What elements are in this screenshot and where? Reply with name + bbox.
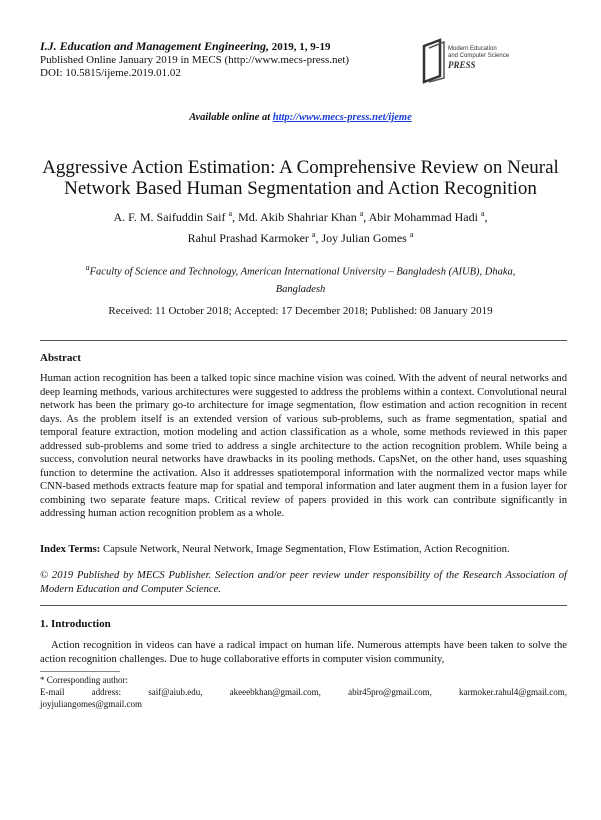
divider (40, 340, 567, 341)
author: A. F. M. Saifuddin Saif (113, 210, 226, 224)
emails: saif@aiub.edu, akeeebkhan@gmail.com, abir45pro@gmail.com, karmoker.rahul4@gmail.com, joyjuliangomes@gmail.com (40, 687, 567, 709)
index-terms (40, 543, 567, 557)
dates: Received: 11 October 2018; Accepted: 17 December 2018; Published: 08 January 2019 (108, 305, 493, 317)
index-terms-text: Capsule Network, Neural Network, Image Segmentation, Flow Estimation, Action Recognition. (103, 544, 510, 555)
book-icon (420, 38, 450, 84)
logo-line3: PRESS (448, 60, 476, 70)
divider (40, 605, 567, 606)
author-affil-mark: a (311, 230, 316, 239)
email-label: E-mail address: (40, 687, 122, 697)
abstract-text: Human action recognition has been a talked topic since machine vision was coined. With the advent of neural networks and deep learning methods, various architectures were suggested to address the problems within a context. Convolutional neural network has been the primary go-to architecture for image segmentation, flow estimation and action recognition in recent days. As the problem itself is an extended version of various sub-problems, such as frame segmentation, spatial and temporal feature extraction, motion modeling and action classification as a whole, some methods reviewed in this paper addressed sub-problems and some tried to address a single architecture to the action recognition problem. While being a success, convolution neural networks have drawbacks in its pooling methods. CapsNet, on the other hand, uses squashing function to determine the activation. Also it addresses spatiotemporal information with the normalized vector maps while CNN-based methods extracts feature map for spatial and temporal information and later augment them in a fusion layer for combining two separate feature maps. Critical review of papers provided in this work can contribute significantly in addressing human action recognition problem as a whole. (40, 373, 567, 519)
abstract-heading: Abstract (40, 352, 81, 364)
publisher-logo (420, 38, 540, 88)
affil-mark: a (85, 263, 90, 272)
author-affil-mark: a (228, 209, 233, 218)
author: Md. Akib Shahriar Khan (238, 210, 357, 224)
copyright: © 2019 Published by MECS Publisher. Selection and/or peer review under responsibility of the Research Association of Modern Education and Computer Science. (40, 570, 567, 595)
author: Joy Julian Gomes (321, 231, 407, 245)
available-label: Available online at (189, 112, 271, 123)
intro-text: Action recognition in videos can have a radical impact on human life. Numerous attempts have been taken to solve the action recognition challenges. Due to huge collaborative efforts in computer vision community, (40, 640, 567, 665)
corresponding-author-label: * Corresponding author: (40, 675, 128, 685)
author-affil-mark: a (409, 230, 414, 239)
author: Abir Mohammad Hadi (368, 210, 478, 224)
author: Rahul Prashad Karmoker (187, 231, 309, 245)
journal-issue: 2019, 1, 9-19 (271, 41, 331, 53)
available-online (0, 112, 601, 123)
doi: DOI: 10.5815/ijeme.2019.01.02 (40, 67, 181, 79)
author-affil-mark: a (480, 209, 485, 218)
intro-heading: 1. Introduction (40, 618, 111, 630)
author-list: A. F. M. Saifuddin Saif $^a$, Md. Akib Shahriar Khan $^a$, Abir Mohammad Hadi $^a$, Rahul Prashad Karmoker $^a$, Joy Julian Gomes $^a$ (113, 209, 488, 245)
journal-header (40, 40, 349, 80)
affiliation (60, 259, 541, 298)
published-online: Published Online January 2019 in MECS (http://www.mecs-press.net) (40, 54, 350, 66)
index-terms-label: Index Terms: (40, 544, 101, 555)
journal-link[interactable]: http://www.mecs-press.net/ijeme (272, 112, 412, 123)
logo-line1: Modern Education (448, 46, 497, 52)
journal-name: I.J. Education and Management Engineering, (40, 39, 270, 53)
paper-title: Aggressive Action Estimation: A Comprehensive Review on Neural Network Based Human Segmentation and Action Recognition (42, 157, 559, 199)
affiliation-text: Faculty of Science and Technology, American International University – Bangladesh (AIUB), Dhaka, Bangladesh (89, 266, 516, 295)
footnote (40, 674, 567, 710)
footnote-rule (40, 671, 120, 672)
author-affil-mark: a (359, 209, 364, 218)
logo-line2: and Computer Science (448, 53, 510, 59)
